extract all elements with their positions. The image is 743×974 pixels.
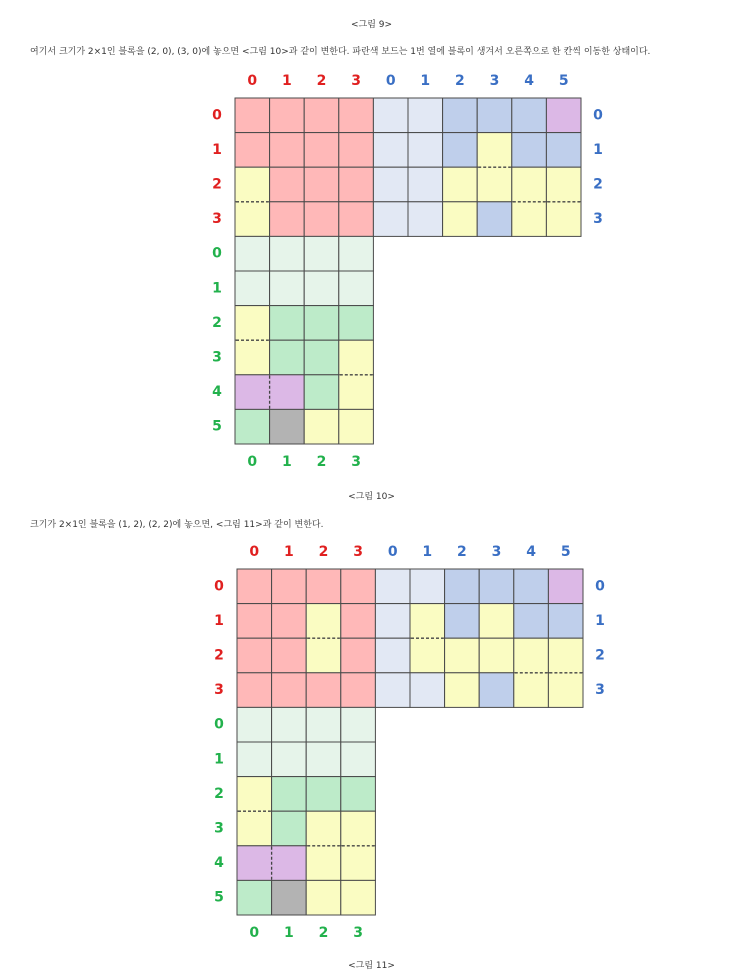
blue-row-label: 3 bbox=[593, 211, 603, 228]
blue-col-label: 5 bbox=[560, 544, 571, 560]
green-cell bbox=[341, 742, 376, 777]
blue-col-label: 0 bbox=[385, 73, 396, 89]
green-cell bbox=[272, 742, 307, 777]
blue-col-label: 2 bbox=[455, 73, 465, 89]
green-cell bbox=[272, 707, 307, 742]
paragraph-2: 크기가 2×1인 블록을 (1, 2), (2, 2)에 놓으면, <그림 11>과 같이 변한다. bbox=[30, 520, 324, 530]
blue-col-label: 1 bbox=[420, 73, 431, 89]
red-cell bbox=[272, 569, 307, 604]
blue-cell bbox=[479, 638, 514, 673]
green-row-label: 0 bbox=[212, 245, 222, 262]
blue-cell bbox=[514, 638, 549, 673]
blue-cell bbox=[375, 604, 410, 639]
red-cell bbox=[306, 673, 341, 708]
blue-row-label: 2 bbox=[593, 176, 603, 193]
green-cell bbox=[272, 846, 307, 881]
blue-cell bbox=[445, 569, 480, 604]
red-cell bbox=[341, 604, 376, 639]
green-cell bbox=[306, 742, 341, 777]
red-row-label: 2 bbox=[214, 647, 224, 664]
red-col-label: 3 bbox=[353, 544, 363, 560]
green-cell bbox=[341, 846, 376, 881]
green-cell bbox=[237, 880, 272, 915]
blue-cell bbox=[410, 569, 445, 604]
blue-cell bbox=[479, 569, 514, 604]
green-row-label: 5 bbox=[214, 889, 224, 906]
green-cell bbox=[341, 811, 376, 846]
green-cell bbox=[272, 811, 307, 846]
green-cell bbox=[272, 777, 307, 812]
caption-figure-10: <그림 10> bbox=[348, 492, 395, 502]
red-row-label: 3 bbox=[212, 211, 222, 228]
green-cell bbox=[306, 846, 341, 881]
paragraph-1: 여기서 크기가 2×1인 블록을 (2, 0), (3, 0)에 놓으면 <그림 10>과 같이 변한다. 파란색 보드는 1번 열에 블록이 생겨서 오른쪽으로 한 칸씩 이동한 상태이다. bbox=[30, 47, 651, 57]
green-col-label: 0 bbox=[247, 454, 258, 470]
green-col-label: 0 bbox=[249, 925, 260, 941]
caption-figure-9: <그림 9> bbox=[350, 20, 393, 30]
blue-cell bbox=[514, 673, 549, 708]
green-col-label: 3 bbox=[351, 454, 361, 470]
green-row-label: 1 bbox=[214, 751, 224, 768]
red-cell bbox=[341, 638, 376, 673]
green-col-label: 1 bbox=[284, 925, 294, 941]
blue-row-label: 1 bbox=[593, 141, 603, 158]
blue-col-label: 1 bbox=[422, 544, 433, 560]
blue-col-label: 0 bbox=[387, 544, 398, 560]
blue-cell bbox=[375, 673, 410, 708]
blue-cell bbox=[410, 673, 445, 708]
red-cell bbox=[272, 673, 307, 708]
green-cell bbox=[272, 880, 307, 915]
red-row-label: 0 bbox=[212, 107, 222, 124]
blue-cell bbox=[445, 604, 480, 639]
red-cell bbox=[306, 604, 341, 639]
red-col-label: 0 bbox=[249, 544, 260, 560]
green-cell bbox=[341, 707, 376, 742]
green-row-label: 5 bbox=[212, 418, 222, 435]
green-col-label: 1 bbox=[282, 454, 292, 470]
red-cell bbox=[341, 569, 376, 604]
red-cell bbox=[237, 673, 272, 708]
red-col-label: 2 bbox=[318, 544, 329, 560]
red-cell bbox=[341, 673, 376, 708]
blue-col-label: 4 bbox=[524, 73, 534, 89]
red-cell bbox=[272, 604, 307, 639]
green-col-label: 2 bbox=[318, 925, 329, 941]
blue-row-label: 0 bbox=[593, 107, 603, 124]
green-row-label: 4 bbox=[212, 384, 222, 401]
green-cell bbox=[237, 777, 272, 812]
blue-cell bbox=[514, 569, 549, 604]
blue-cell bbox=[479, 673, 514, 708]
red-row-label: 1 bbox=[212, 141, 222, 158]
green-cell bbox=[237, 846, 272, 881]
red-cell bbox=[306, 638, 341, 673]
caption-figure-11: <그림 11> bbox=[348, 961, 395, 971]
green-cell bbox=[237, 811, 272, 846]
blue-cell bbox=[445, 638, 480, 673]
green-row-label: 0 bbox=[214, 716, 224, 733]
red-cell bbox=[237, 604, 272, 639]
red-cell bbox=[306, 569, 341, 604]
blue-cell bbox=[514, 604, 549, 639]
blue-row-label: 2 bbox=[595, 647, 605, 664]
green-row-label: 4 bbox=[214, 855, 224, 872]
blue-col-label: 2 bbox=[457, 544, 467, 560]
green-row-label: 3 bbox=[214, 820, 224, 837]
green-cell bbox=[306, 811, 341, 846]
green-cell bbox=[341, 777, 376, 812]
blue-cell bbox=[410, 604, 445, 639]
red-col-label: 0 bbox=[247, 73, 258, 89]
green-cell bbox=[306, 880, 341, 915]
blue-cell bbox=[375, 638, 410, 673]
red-row-label: 1 bbox=[214, 612, 224, 629]
green-col-label: 2 bbox=[316, 454, 327, 470]
red-cell bbox=[237, 569, 272, 604]
blue-cell bbox=[479, 604, 514, 639]
red-row-label: 3 bbox=[214, 682, 224, 699]
blue-cell bbox=[548, 673, 583, 708]
red-col-label: 2 bbox=[316, 73, 327, 89]
blue-col-label: 5 bbox=[558, 73, 569, 89]
blue-cell bbox=[548, 638, 583, 673]
green-cell bbox=[341, 880, 376, 915]
green-cell bbox=[237, 707, 272, 742]
blue-cell bbox=[410, 638, 445, 673]
green-row-label: 2 bbox=[212, 314, 222, 331]
red-col-label: 1 bbox=[284, 544, 294, 560]
red-col-label: 1 bbox=[282, 73, 292, 89]
green-row-label: 2 bbox=[214, 785, 224, 802]
green-row-label: 1 bbox=[212, 280, 222, 297]
blue-col-label: 3 bbox=[489, 73, 500, 89]
green-cell bbox=[237, 742, 272, 777]
green-cell bbox=[306, 707, 341, 742]
blue-row-label: 0 bbox=[595, 578, 605, 595]
red-col-label: 3 bbox=[351, 73, 361, 89]
blue-cell bbox=[375, 569, 410, 604]
green-cell bbox=[306, 777, 341, 812]
blue-row-label: 3 bbox=[595, 682, 605, 699]
blue-cell bbox=[548, 604, 583, 639]
green-col-label: 3 bbox=[353, 925, 363, 941]
green-row-label: 3 bbox=[212, 349, 222, 366]
red-cell bbox=[272, 638, 307, 673]
blue-col-label: 3 bbox=[491, 544, 502, 560]
red-cell bbox=[237, 638, 272, 673]
blue-cell bbox=[548, 569, 583, 604]
red-row-label: 0 bbox=[214, 578, 224, 595]
red-row-label: 2 bbox=[212, 176, 222, 193]
blue-cell bbox=[445, 673, 480, 708]
blue-row-label: 1 bbox=[595, 612, 605, 629]
blue-col-label: 4 bbox=[526, 544, 536, 560]
